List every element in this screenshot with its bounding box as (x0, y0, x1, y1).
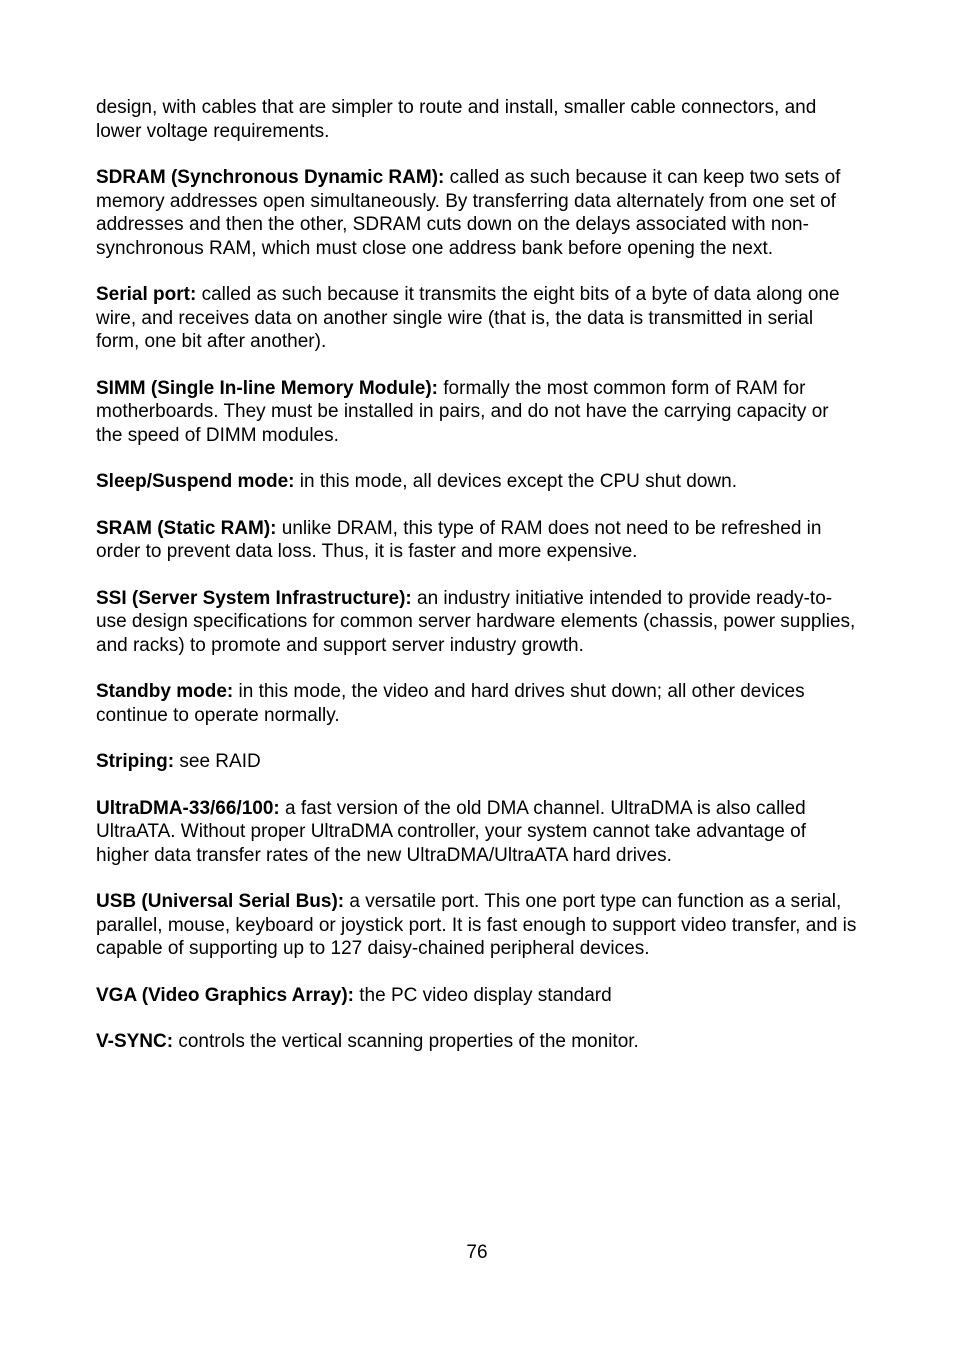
glossary-term: Striping: (96, 751, 175, 772)
glossary-entry-v-sync (96, 1030, 860, 1054)
glossary-term: SSI (Server System Infrastructure): (96, 587, 412, 609)
glossary-entry-sdram (96, 166, 860, 260)
glossary-entry-ssi (96, 587, 860, 658)
glossary-entry-ultradma (96, 797, 860, 868)
glossary-definition: unlike DRAM, this type of RAM does not need to be refreshed in order to prevent data loss. Thus, it is faster and more expensive. (96, 517, 822, 562)
glossary-definition: formally the most common form of RAM for motherboards. They must be installed in pairs, and do not have the carrying capacity or the speed of DIMM modules. (96, 377, 829, 446)
glossary-entry-striping (96, 750, 860, 774)
glossary-definition: called as such because it can keep two sets of memory addresses open simultaneously. By transferring data alternately from one set of addresses and then the other, SDRAM cuts down on the delays associated with non-synchronous RAM, which must close one address bank before opening the next. (96, 167, 841, 259)
intro-paragraph (96, 96, 860, 143)
glossary-entry-vga (96, 984, 860, 1008)
glossary-entry-standby (96, 680, 860, 727)
glossary-term: USB (Universal Serial Bus): (96, 891, 345, 912)
glossary-definition: a fast version of the old DMA channel. UltraDMA is also called UltraATA. Without proper UltraDMA controller, your system cannot take advantage of higher data transfer rates of the new UltraDMA/UltraATA hard drives. (96, 797, 806, 866)
glossary-definition: the PC video display standard (353, 984, 612, 1006)
glossary-term: SDRAM (Synchronous Dynamic RAM): (96, 167, 445, 188)
glossary-definition: in this mode, all devices except the CPU shut down. (294, 471, 737, 492)
glossary-definition: see RAID (174, 751, 261, 772)
glossary-definition: a versatile port. This one port type can function as a serial, parallel, mouse, keyboard or joystick port. It is fast enough to support video transfer, and is capable of supporting up to 127 daisy-chained peripheral devices. (96, 891, 857, 959)
glossary-entry-sram (96, 517, 860, 564)
glossary-definition: in this mode, the video and hard drives shut down; all other devices continue to operate normally. (96, 681, 805, 726)
intro-text: design, with cables that are simpler to route and install, smaller cable connectors, and lower voltage requirements. (96, 97, 817, 142)
glossary-term: Standby mode: (96, 681, 234, 702)
glossary-term: Sleep/Suspend mode: (96, 471, 295, 492)
glossary-entry-sleep-suspend (96, 470, 860, 494)
glossary-term: VGA (Video Graphics Array): (96, 984, 354, 1006)
glossary-definition: called as such because it transmits the eight bits of a byte of data along one wire, and receives data on another single wire (that is, the data is transmitted in serial form, one bit after another). (96, 284, 840, 352)
glossary-entry-usb (96, 890, 860, 961)
glossary-term: SIMM (Single In-line Memory Module): (96, 377, 438, 399)
page-number: 76 (466, 1242, 488, 1263)
glossary-term: V-SYNC: (96, 1031, 174, 1052)
glossary-entry-simm (96, 377, 860, 448)
glossary-term: Serial port: (96, 284, 197, 305)
glossary-entry-serial-port (96, 283, 860, 354)
glossary-term: UltraDMA-33/66/100: (96, 797, 280, 819)
glossary-page (96, 96, 860, 1077)
glossary-definition: an industry initiative intended to provide ready-to-use design specifications for common server hardware elements (chassis, power supplies, and racks) to promote and support server industry growth. (96, 587, 856, 656)
glossary-term: SRAM (Static RAM): (96, 517, 277, 539)
glossary-definition: controls the vertical scanning properties of the monitor. (173, 1031, 639, 1052)
